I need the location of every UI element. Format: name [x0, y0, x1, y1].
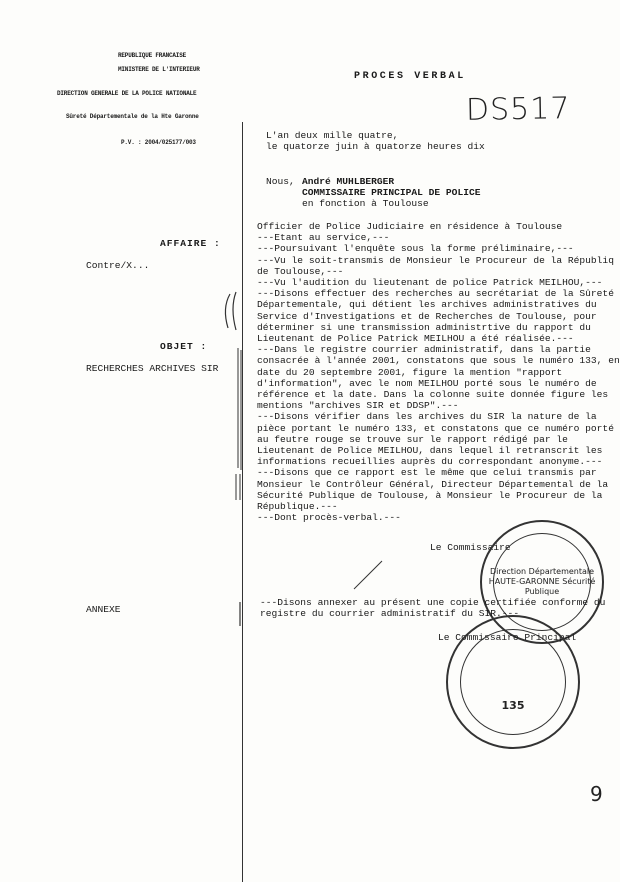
objet-value: RECHERCHES ARCHIVES SIR: [86, 363, 219, 374]
signature-commissaire: Le Commissaire: [430, 542, 511, 553]
page-title: PROCES VERBAL: [354, 71, 466, 82]
body-line: ---Poursuivant l'enquête sous la forme préliminaire,---: [257, 243, 574, 255]
margin-bracket-marks: [216, 288, 246, 488]
annexe-text-block: [260, 597, 605, 619]
body-line: d'information", avec le nom MEILHOU porté sous le numéro de: [257, 377, 597, 389]
direction-label: DIRECTION GENERALE DE LA POLICE NATIONALE: [57, 90, 197, 97]
body-line: au feutre rouge se trouve sur le rapport rédigé par le: [257, 433, 568, 445]
body-line: ---Disons effectuer des recherches au secrétariat de la Sûreté: [257, 288, 614, 300]
margin-mark-3: [234, 600, 246, 630]
body-line: déterminer si une transmission administrtive du rapport du: [257, 321, 591, 333]
stamp-ring-text: Direction Départementale HAUTE-GARONNE Sécurité Publique: [488, 567, 596, 596]
signature-scribble: [350, 555, 390, 595]
pv-reference: P.V. : 2004/025177/003: [121, 139, 196, 146]
nous-label: Nous,: [266, 176, 295, 187]
body-line: ---Dont procès-verbal.---: [257, 512, 401, 524]
objet-label: OBJET :: [160, 341, 208, 352]
annexe-line: ---Disons annexer au présent une copie certifiée conforme du: [260, 597, 606, 608]
republic-label: REPUBLIQUE FRANCAISE: [118, 52, 187, 59]
body-line: République.---: [257, 501, 338, 513]
body-line: ---Disons vérifier dans les archives du SIR la nature de la: [257, 411, 597, 423]
body-line: Officier de Police Judiciaire en résidence à Toulouse: [257, 221, 563, 232]
annexe-line: registre du courrier administratif du SIR.---: [260, 608, 520, 620]
body-line: mentions "archives SIR et DDSP".---: [257, 400, 459, 412]
body-line: ---Disons que ce rapport est le même que celui transmis par: [257, 467, 597, 479]
body-line: ---Dans le registre courrier administratif, dans la partie: [257, 344, 591, 356]
body-line: Lieutenant de Police MEILHOU, dans lequel il retranscrit les: [257, 445, 603, 457]
body-line: Service d'Investigations et de Recherches de Toulouse, pour: [257, 310, 597, 322]
officer-rank: COMMISSAIRE PRINCIPAL DE POLICE: [302, 187, 481, 198]
body-line: ---Etant au service,---: [257, 232, 390, 244]
margin-mark-2: [226, 470, 246, 510]
signature-commissaire-principal: Le Commissaire Principal: [438, 632, 577, 643]
body-line: ---Vu le soit-transmis de Monsieur le Procureur de la Républiq: [257, 254, 614, 266]
body-line: informations recueillies auprès du correspondant anonyme.---: [257, 456, 603, 468]
body-line: Départementale, qui détient les archives administratives du: [257, 299, 597, 311]
body-line: Sécurité Publique de Toulouse, à Monsieur le Procureur de la: [257, 489, 603, 501]
body-line: de Toulouse,---: [257, 265, 344, 277]
officer-location: en fonction à Toulouse: [302, 198, 429, 209]
official-stamp-2: [446, 615, 580, 749]
affaire-label: AFFAIRE :: [160, 238, 221, 249]
surete-label: Sûreté Départementale de la Hte Garonne: [66, 113, 199, 120]
date-line-2: le quatorze juin à quatorze heures dix: [266, 141, 485, 152]
annexe-label: ANNEXE: [86, 604, 121, 615]
body-line: pièce portant le numéro 133, et constatons que ce numéro porté: [257, 422, 614, 434]
body-text-block: [257, 221, 620, 523]
stamp-number: 135: [501, 699, 525, 712]
body-line: référence et la date. Dans la colonne suite donnée figure les: [257, 389, 609, 401]
officer-name: André MUHLBERGER: [302, 176, 395, 187]
body-line: date du 20 septembre 2001, figure la mention "rapport: [257, 366, 563, 378]
body-line: Monsieur le Contrôleur Général, Directeur Départemental de la: [257, 478, 609, 490]
date-line-1: L'an deux mille quatre,: [266, 130, 399, 141]
affaire-value: Contre/X...: [86, 260, 150, 271]
body-line: Lieutenant de Police Patrick MEILHOU a été réalisée.---: [257, 333, 574, 345]
ministry-label: MINISTERE DE L'INTERIEUR: [118, 66, 200, 73]
page-number: 9: [590, 782, 603, 806]
body-line: consacrée à l'année 2001, constatons que sous le numéro 133, en: [257, 355, 620, 367]
body-line: ---Vu l'audition du lieutenant de police Patrick MEILHOU,---: [257, 277, 603, 289]
handwritten-reference: DS517: [465, 91, 571, 128]
